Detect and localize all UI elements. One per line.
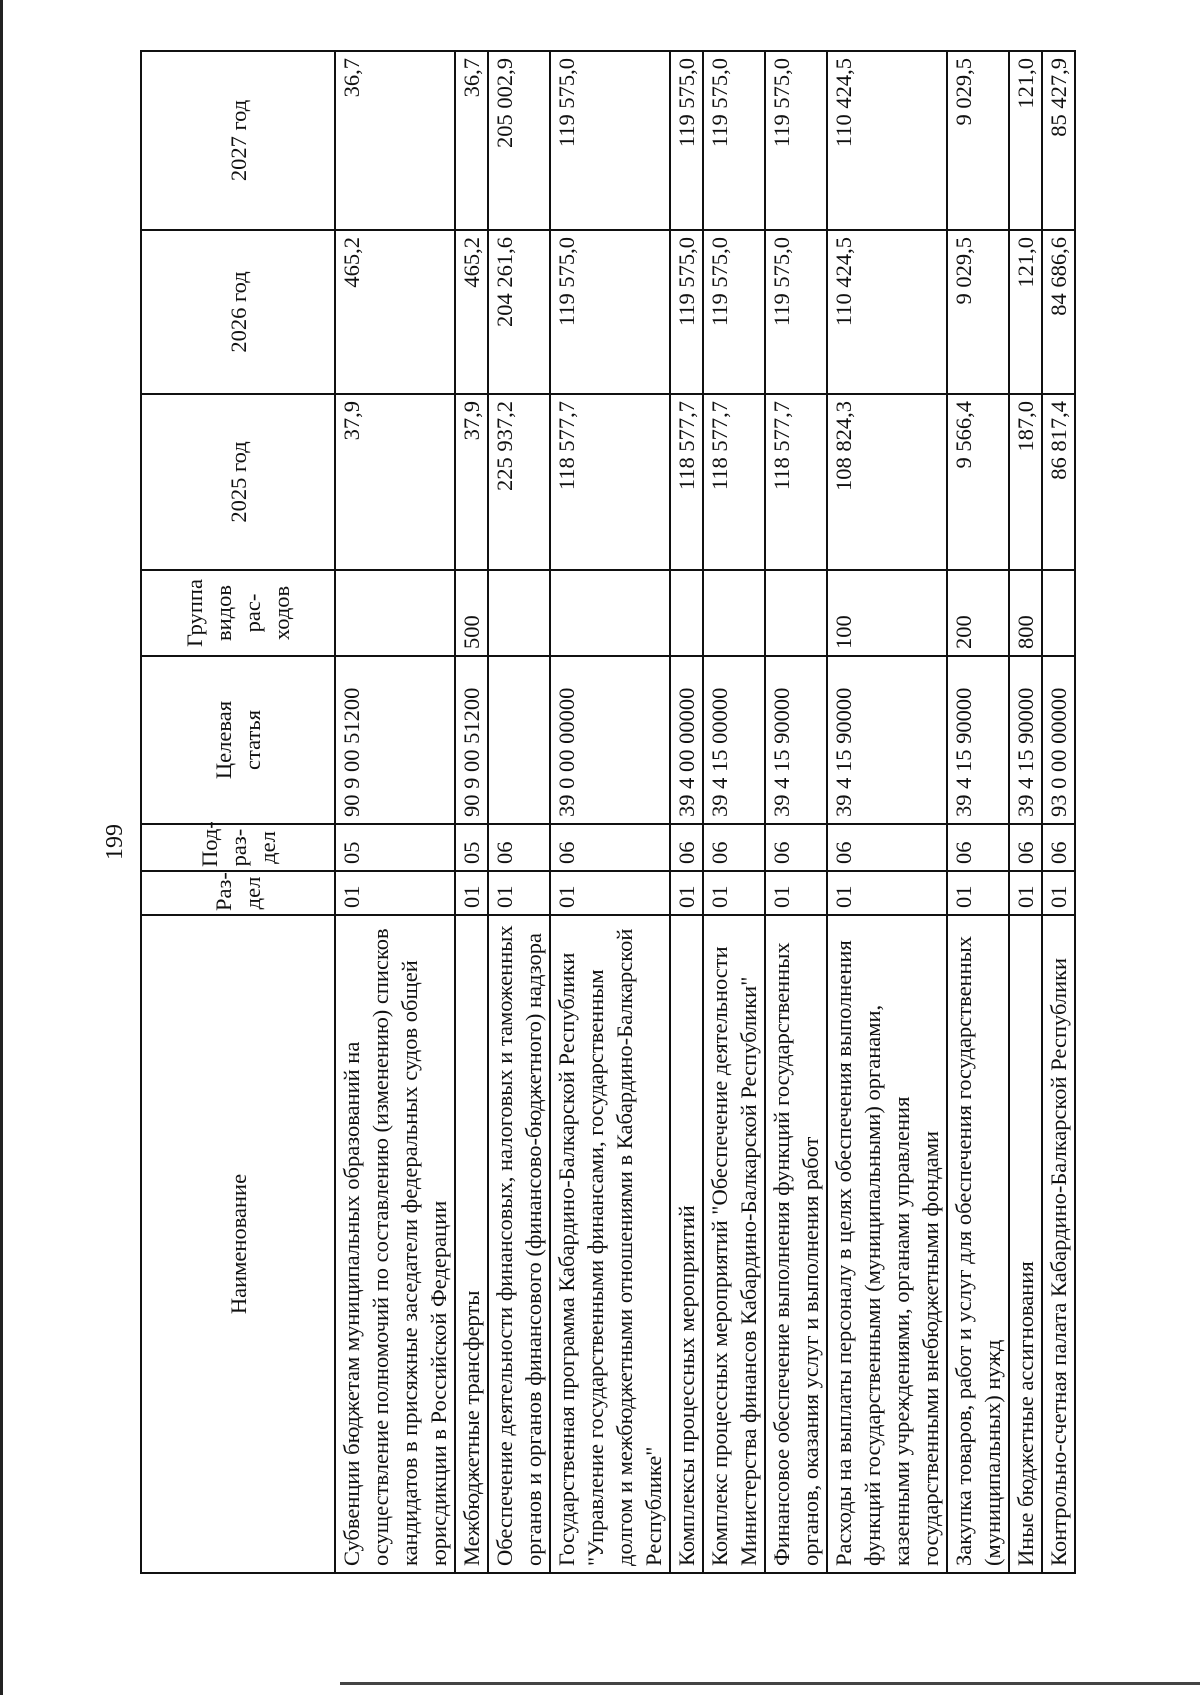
table-body <box>335 51 1075 1573</box>
cell-2027: 205 002,9 <box>488 51 550 230</box>
cell-2027: 9 029,5 <box>947 51 1009 230</box>
cell-2026: 119 575,0 <box>703 230 765 394</box>
cell-gruppa <box>703 570 765 656</box>
cell-name: Финансовое обеспечение выполнения функций государственных органов, оказания услуг и выполнения работ <box>765 915 827 1573</box>
cell-2026: 465,2 <box>455 230 488 394</box>
cell-gruppa: 100 <box>827 570 947 656</box>
table-header-row <box>141 51 335 1573</box>
table-row <box>947 51 1009 1573</box>
cell-2025: 37,9 <box>455 394 488 570</box>
cell-podrazdel: 06 <box>488 824 550 871</box>
cell-razdel: 01 <box>455 871 488 915</box>
cell-name: Комплексы процессных мероприятий <box>670 915 703 1573</box>
cell-2025: 187,0 <box>1009 394 1042 570</box>
cell-razdel: 01 <box>335 871 455 915</box>
cell-2026: 121,0 <box>1009 230 1042 394</box>
cell-podrazdel: 06 <box>1009 824 1042 871</box>
cell-podrazdel: 05 <box>335 824 455 871</box>
cell-2025: 37,9 <box>335 394 455 570</box>
cell-podrazdel: 06 <box>827 824 947 871</box>
cell-tselevaya-statya: 39 4 15 90000 <box>1009 656 1042 824</box>
cell-2027: 119 575,0 <box>703 51 765 230</box>
cell-podrazdel: 05 <box>455 824 488 871</box>
cell-tselevaya-statya: 39 4 15 90000 <box>765 656 827 824</box>
table-row <box>703 51 765 1573</box>
cell-razdel: 01 <box>488 871 550 915</box>
table-row <box>1009 51 1042 1573</box>
cell-tselevaya-statya: 39 0 00 00000 <box>550 656 670 824</box>
header-gruppa-vidov-rashodov: Группа видов рас- ходов <box>141 570 335 656</box>
cell-name: Обеспечение деятельности финансовых, налоговых и таможенных органов и органов финансового (финансово-бюджетного) надзора <box>488 915 550 1573</box>
cell-gruppa <box>550 570 670 656</box>
cell-2025: 86 817,4 <box>1042 394 1075 570</box>
cell-2027: 110 424,5 <box>827 51 947 230</box>
header-year-2027: 2027 год <box>141 51 335 230</box>
cell-podrazdel: 06 <box>765 824 827 871</box>
cell-2026: 110 424,5 <box>827 230 947 394</box>
cell-2026: 119 575,0 <box>765 230 827 394</box>
cell-gruppa <box>670 570 703 656</box>
rotated-table-sheet <box>140 52 1070 1574</box>
cell-gruppa <box>335 570 455 656</box>
cell-2027: 119 575,0 <box>765 51 827 230</box>
cell-name: Закупка товаров, работ и услуг для обеспечения государственных (муниципальных) нужд <box>947 915 1009 1573</box>
table-row <box>455 51 488 1573</box>
cell-razdel: 01 <box>947 871 1009 915</box>
header-razdel: Раз- дел <box>141 871 335 915</box>
cell-tselevaya-statya <box>488 656 550 824</box>
table-row <box>335 51 455 1573</box>
cell-2026: 204 261,6 <box>488 230 550 394</box>
cell-podrazdel: 06 <box>947 824 1009 871</box>
scan-left-edge <box>0 0 3 1695</box>
scan-bottom-rule <box>340 1682 1200 1685</box>
cell-tselevaya-statya: 39 4 00 00000 <box>670 656 703 824</box>
table-row <box>488 51 550 1573</box>
cell-2027: 119 575,0 <box>670 51 703 230</box>
cell-name: Иные бюджетные ассигнования <box>1009 915 1042 1573</box>
cell-2027: 36,7 <box>455 51 488 230</box>
cell-2026: 465,2 <box>335 230 455 394</box>
cell-podrazdel: 06 <box>550 824 670 871</box>
header-name: Наименование <box>141 915 335 1573</box>
cell-2025: 118 577,7 <box>703 394 765 570</box>
cell-2025: 118 577,7 <box>670 394 703 570</box>
cell-razdel: 01 <box>1009 871 1042 915</box>
cell-2027: 36,7 <box>335 51 455 230</box>
header-tselevaya-statya: Целевая статья <box>141 656 335 824</box>
page-number: 199 <box>102 824 128 860</box>
cell-2026: 119 575,0 <box>550 230 670 394</box>
cell-2025: 118 577,7 <box>550 394 670 570</box>
cell-podrazdel: 06 <box>670 824 703 871</box>
cell-gruppa: 800 <box>1009 570 1042 656</box>
cell-gruppa: 200 <box>947 570 1009 656</box>
cell-2026: 9 029,5 <box>947 230 1009 394</box>
cell-razdel: 01 <box>827 871 947 915</box>
table-row <box>1042 51 1075 1573</box>
cell-razdel: 01 <box>670 871 703 915</box>
cell-tselevaya-statya: 39 4 15 90000 <box>827 656 947 824</box>
cell-2025: 118 577,7 <box>765 394 827 570</box>
cell-gruppa <box>488 570 550 656</box>
cell-tselevaya-statya: 90 9 00 51200 <box>335 656 455 824</box>
cell-gruppa: 500 <box>455 570 488 656</box>
cell-gruppa <box>1042 570 1075 656</box>
cell-razdel: 01 <box>550 871 670 915</box>
table-row <box>550 51 670 1573</box>
table-row <box>827 51 947 1573</box>
cell-podrazdel: 06 <box>1042 824 1075 871</box>
cell-2025: 108 824,3 <box>827 394 947 570</box>
cell-name: Расходы на выплаты персоналу в целях обеспечения выполнения функций государственными (муниципальными) органами, казенными учреждениями, органами управления государственными внебюджетными фондами <box>827 915 947 1573</box>
header-year-2026: 2026 год <box>141 230 335 394</box>
cell-name: Комплекс процессных мероприятий "Обеспечение деятельности Министерства финансов Кабардино-Балкарской Республики" <box>703 915 765 1573</box>
cell-name: Государственная программа Кабардино-Балкарской Республики "Управление государственными финансами, государственным долгом и межбюджетными отношениями в Кабардино-Балкарской Республике" <box>550 915 670 1573</box>
cell-name: Субвенции бюджетам муниципальных образований на осуществление полномочий по составлению (изменению) списков кандидатов в присяжные заседатели федеральных судов общей юрисдикции в Российской Федерации <box>335 915 455 1573</box>
cell-razdel: 01 <box>1042 871 1075 915</box>
cell-2025: 225 937,2 <box>488 394 550 570</box>
header-year-2025: 2025 год <box>141 394 335 570</box>
table-row <box>670 51 703 1573</box>
cell-2027: 85 427,9 <box>1042 51 1075 230</box>
table-row <box>765 51 827 1573</box>
budget-table <box>140 50 1076 1574</box>
cell-2027: 121,0 <box>1009 51 1042 230</box>
cell-razdel: 01 <box>703 871 765 915</box>
cell-2025: 9 566,4 <box>947 394 1009 570</box>
cell-tselevaya-statya: 39 4 15 90000 <box>947 656 1009 824</box>
cell-2026: 119 575,0 <box>670 230 703 394</box>
cell-tselevaya-statya: 39 4 15 00000 <box>703 656 765 824</box>
cell-2027: 119 575,0 <box>550 51 670 230</box>
cell-2026: 84 686,6 <box>1042 230 1075 394</box>
cell-podrazdel: 06 <box>703 824 765 871</box>
cell-name: Контрольно-счетная палата Кабардино-Балкарской Республики <box>1042 915 1075 1573</box>
cell-gruppa <box>765 570 827 656</box>
cell-name: Межбюджетные трансферты <box>455 915 488 1573</box>
cell-razdel: 01 <box>765 871 827 915</box>
cell-tselevaya-statya: 90 9 00 51200 <box>455 656 488 824</box>
header-podrazdel: Под- раз- дел <box>141 824 335 871</box>
cell-tselevaya-statya: 93 0 00 00000 <box>1042 656 1075 824</box>
